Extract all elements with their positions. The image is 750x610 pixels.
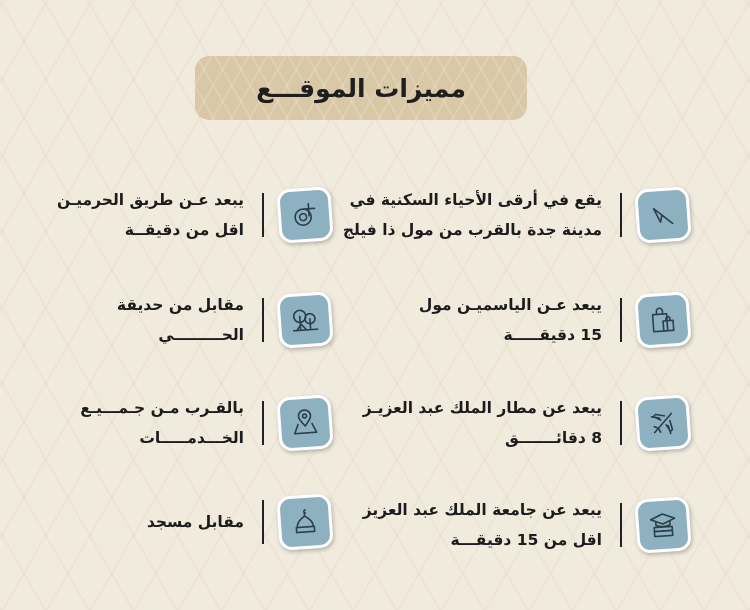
feature-university [363,495,690,555]
feature-services [80,393,332,453]
title-banner [195,56,527,120]
map-pin-icon [276,394,334,452]
divider [262,193,264,237]
navigation-arrow-icon [634,186,692,244]
feature-line: يبعد عن جامعة الملك عبد العزيز [362,501,602,519]
divider [262,500,264,544]
feature-airport [363,393,690,453]
feature-location [343,185,690,245]
feature-mall [419,290,690,350]
shopping-bags-icon [634,291,692,349]
page-title: مميزات الموقـــع [256,73,466,103]
feature-line: اقل من 15 دقيقـــة [450,531,602,549]
feature-line: مقابل مسجد [146,513,244,531]
divider [620,503,622,547]
graduation-books-icon [634,496,692,554]
divider [620,298,622,342]
feature-line: مدينة جدة بالقرب من مول ذا فيلج [342,221,602,239]
feature-line: يبعد عـن الياسميـن مول [418,296,602,314]
feature-line: الحـــــــــي [158,326,244,344]
divider [262,298,264,342]
feature-line: 15 دقيقـــــة [503,326,602,344]
feature-line: يقع في أرقى الأحياء السكنية في [349,191,602,209]
airplane-icon [634,394,692,452]
divider [262,401,264,445]
feature-line: مقابل من حديقة [116,296,244,314]
mosque-icon [276,493,334,551]
divider [620,401,622,445]
feature-line: اقل من دقيقــة [124,221,244,239]
feature-line: يبعد عن مطار الملك عبد العزيـز [362,399,602,417]
trees-park-icon [276,291,334,349]
feature-line: الخـــدمـــــات [139,429,244,447]
divider [620,193,622,237]
feature-line: بالقـرب مـن جـمـــيـع [80,399,244,417]
road-interchange-icon [276,186,334,244]
feature-haramain-road [57,185,332,245]
feature-park [117,290,332,350]
feature-mosque [147,495,332,549]
feature-line: 8 دقائـــــــق [505,429,602,447]
feature-line: يبعد عـن طريق الحرميـن [56,191,244,209]
